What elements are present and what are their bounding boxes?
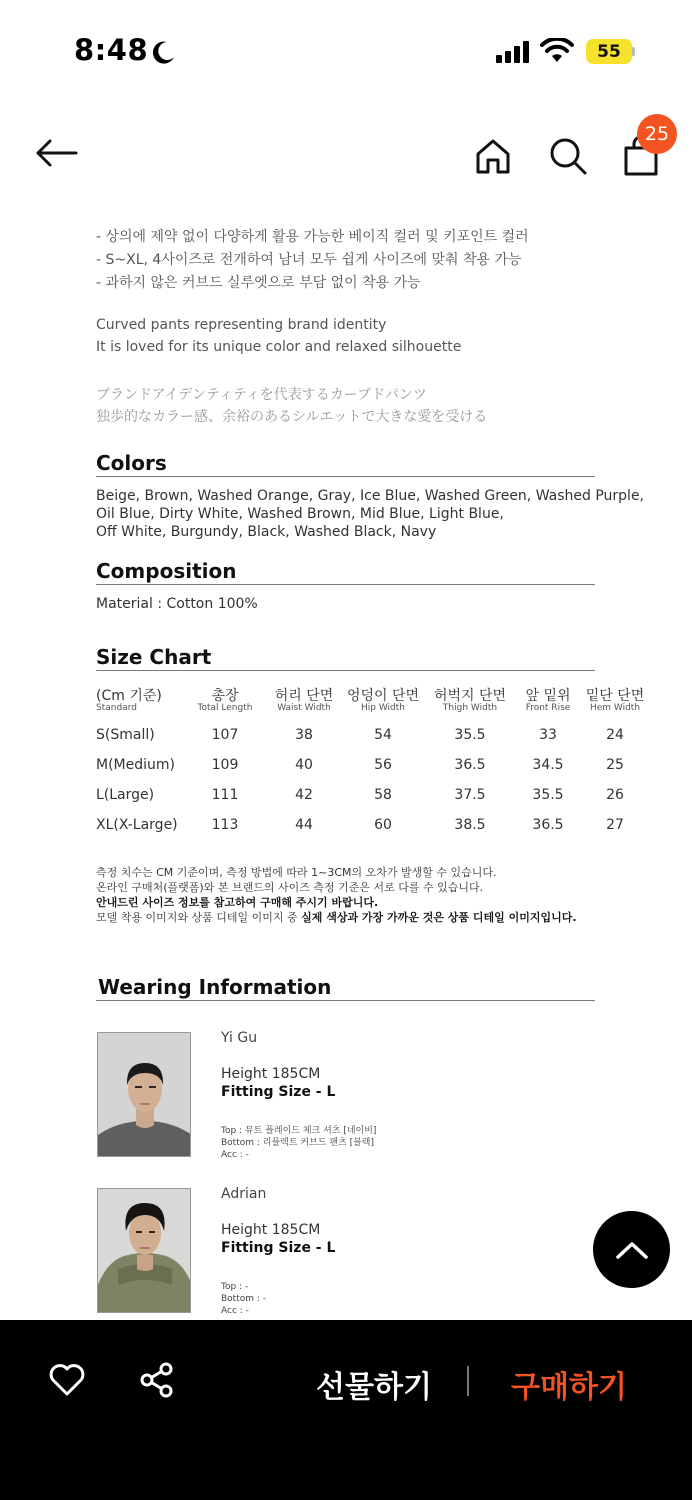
cellular-signal-icon <box>496 40 532 64</box>
size-cell: 42 <box>295 787 313 803</box>
share-icon[interactable] <box>139 1362 175 1398</box>
size-header-hip: 엉덩이 단면 Hip Width <box>346 688 420 713</box>
size-cell: 38 <box>295 727 313 743</box>
composition-title: Composition <box>96 559 237 583</box>
section-divider <box>96 476 595 477</box>
model-name: Adrian <box>221 1186 267 1202</box>
description-ja-line: ブランドアイデンティティを代表するカーブドパンツ <box>96 387 427 403</box>
model-height: Height 185CM <box>221 1222 321 1238</box>
description-ko-line: - 상의에 제약 없이 다양하게 활용 가능한 베이직 컬러 및 키포인트 컬러 <box>96 229 529 245</box>
gift-button[interactable]: 선물하기 <box>316 1370 432 1405</box>
chevron-up-icon <box>615 1240 649 1260</box>
composition-text: Material : Cotton 100% <box>96 596 258 612</box>
wifi-icon <box>540 38 574 64</box>
section-divider <box>96 1000 595 1001</box>
size-cell: 56 <box>374 757 392 773</box>
status-time: 8:48 <box>74 33 149 67</box>
bottom-action-bar <box>0 1320 692 1500</box>
size-cell: XL(X-Large) <box>96 817 178 833</box>
size-cell: 60 <box>374 817 392 833</box>
scroll-to-top-button[interactable] <box>593 1211 670 1288</box>
size-cell: 25 <box>606 757 624 773</box>
model-fitting-size: Fitting Size - L <box>221 1084 336 1100</box>
model-name: Yi Gu <box>221 1030 258 1046</box>
model-portrait-illustration <box>98 1033 191 1157</box>
size-cell: M(Medium) <box>96 757 175 773</box>
size-header-standard: (Cm 기준) Standard <box>96 688 162 713</box>
size-cell: 37.5 <box>454 787 486 803</box>
size-cell: 40 <box>295 757 313 773</box>
search-icon[interactable] <box>548 136 588 176</box>
size-cell: 36.5 <box>532 817 564 833</box>
size-cell: 36.5 <box>454 757 486 773</box>
size-header-front-rise: 앞 밑위 Front Rise <box>525 688 571 713</box>
size-cell: L(Large) <box>96 787 155 803</box>
size-chart-title: Size Chart <box>96 645 212 669</box>
cart-count-badge: 25 <box>637 114 677 154</box>
wearing-info-title: Wearing Information <box>98 975 332 999</box>
size-note: 측정 치수는 CM 기준이며, 측정 방법에 따라 1~3CM의 오차가 발생할 수 있습니다. <box>96 866 497 879</box>
description-en-line: It is loved for its unique color and relaxed silhouette <box>96 339 462 355</box>
model-acc-item: Acc : - <box>221 1306 249 1316</box>
size-cell: 26 <box>606 787 624 803</box>
size-cell: 109 <box>211 757 239 773</box>
colors-line: Off White, Burgundy, Black, Washed Black, Navy <box>96 524 437 540</box>
size-cell: 54 <box>374 727 392 743</box>
model-bottom-item: Bottom : 리플렉트 커브드 팬츠 [블랙] <box>221 1138 375 1148</box>
size-cell: 34.5 <box>532 757 564 773</box>
section-divider <box>96 584 595 585</box>
bottom-bar-divider <box>467 1366 469 1396</box>
model-top-item: Top : - <box>221 1282 249 1292</box>
size-cell: 107 <box>211 727 239 743</box>
home-icon[interactable] <box>474 138 512 174</box>
battery-indicator: 55 <box>586 39 632 64</box>
description-ja-line: 独歩的なカラー感、余裕のあるシルエットで大きな愛を受ける <box>96 409 488 425</box>
battery-tip <box>632 47 635 56</box>
colors-line: Beige, Brown, Washed Orange, Gray, Ice Blue, Washed Green, Washed Purple, <box>96 488 645 504</box>
description-en-line: Curved pants representing brand identity <box>96 317 387 333</box>
size-cell: 33 <box>539 727 557 743</box>
colors-title: Colors <box>96 451 167 475</box>
size-header-total-length: 총장 Total Length <box>197 688 253 713</box>
size-cell: 44 <box>295 817 313 833</box>
size-header-thigh: 허벅지 단면 Thigh Width <box>433 688 507 713</box>
size-cell: 24 <box>606 727 624 743</box>
model-fitting-size: Fitting Size - L <box>221 1240 336 1256</box>
size-note: 모델 착용 이미지와 상품 디테일 이미지 중 실제 색상과 가장 가까운 것은 상품 디테일 이미지입니다. <box>96 911 577 924</box>
model-photo[interactable] <box>97 1188 191 1313</box>
heart-icon[interactable] <box>48 1363 86 1397</box>
size-cell: 38.5 <box>454 817 486 833</box>
size-header-waist: 허리 단면 Waist Width <box>274 688 334 713</box>
buy-button[interactable]: 구매하기 <box>511 1370 627 1405</box>
size-cell: 113 <box>211 817 239 833</box>
size-cell: 111 <box>211 787 239 803</box>
size-cell: 35.5 <box>532 787 564 803</box>
model-height: Height 185CM <box>221 1066 321 1082</box>
moon-icon <box>152 40 176 64</box>
section-divider <box>96 670 595 671</box>
model-photo[interactable] <box>97 1032 191 1157</box>
model-acc-item: Acc : - <box>221 1150 249 1160</box>
model-portrait-illustration <box>98 1189 191 1313</box>
size-cell: S(Small) <box>96 727 155 743</box>
back-arrow-icon[interactable] <box>34 138 78 168</box>
description-ko-line: - 과하지 않은 커브드 실루엣으로 부담 없이 착용 가능 <box>96 275 421 291</box>
top-navigation <box>0 112 692 192</box>
size-cell: 35.5 <box>454 727 486 743</box>
description-ko-line: - S~XL, 4사이즈로 전개하여 남녀 모두 쉽게 사이즈에 맞춰 착용 가능 <box>96 252 522 268</box>
status-bar <box>0 0 692 100</box>
size-header-hem: 밑단 단면 Hem Width <box>585 688 645 713</box>
size-note: 온라인 구매처(플랫폼)와 본 브랜드의 사이즈 측정 기준은 서로 다를 수 있습니다. <box>96 881 484 894</box>
model-top-item: Top : 뮤트 플레이드 체크 셔츠 [네이비] <box>221 1126 377 1136</box>
colors-line: Oil Blue, Dirty White, Washed Brown, Mid Blue, Light Blue, <box>96 506 504 522</box>
model-bottom-item: Bottom : - <box>221 1294 267 1304</box>
size-cell: 27 <box>606 817 624 833</box>
size-note: 안내드린 사이즈 정보를 참고하여 구매해 주시기 바랍니다. <box>96 896 379 909</box>
size-cell: 58 <box>374 787 392 803</box>
